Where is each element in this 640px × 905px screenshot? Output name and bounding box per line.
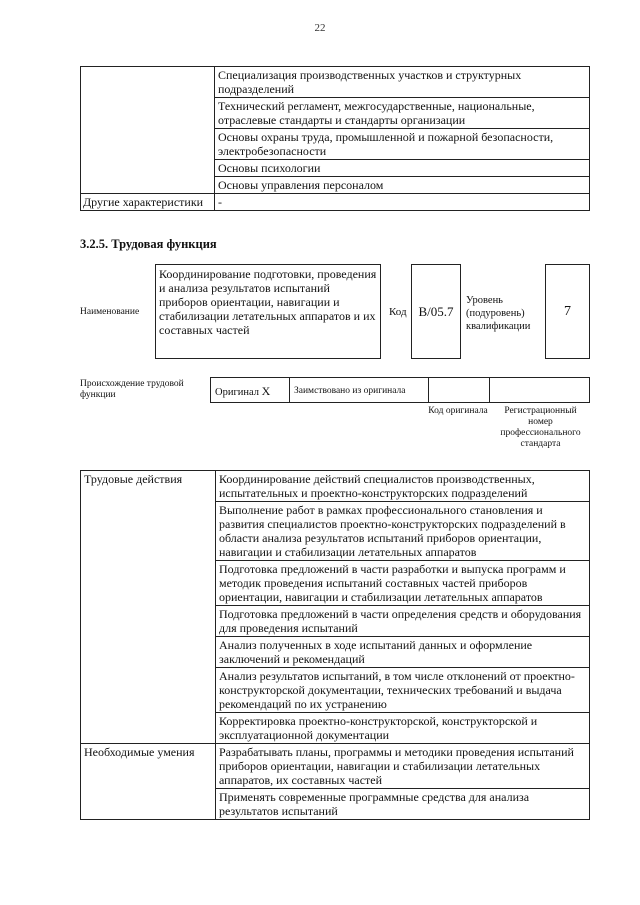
reg-number-cell	[489, 377, 590, 403]
knowledge-table	[80, 66, 590, 211]
knowledge-label-cell	[81, 67, 215, 194]
table-row: Корректировка проектно-конструкторской, конструкторской и эксплуатационной документации	[216, 713, 590, 744]
function-details-table	[80, 470, 590, 820]
table-row: Подготовка предложений в части определения средств и оборудования для проведения испытаний	[216, 606, 590, 637]
level-label: Уровень (подуровень) квалификации	[466, 295, 531, 332]
table-row: Координирование действий специалистов производственных, испытательных и проектно-конструкторских подразделений	[216, 471, 590, 502]
code-value-box: B/05.7	[411, 264, 461, 359]
table-row: Анализ полученных в ходе испытаний данных и оформление заключений и рекомендаций	[216, 637, 590, 668]
skills-label: Необходимые умения	[81, 744, 216, 820]
table-row: Основы психологии	[215, 160, 590, 177]
code-label: Код	[389, 306, 407, 318]
code-original-caption: Код оригинала	[428, 406, 488, 416]
table-row: Основы управления персоналом	[215, 177, 590, 194]
section-title: 3.2.5. Трудовая функция	[80, 237, 217, 251]
table-row: Анализ результатов испытаний, в том числе отклонений от проектно-конструкторской документации, технических требований и выдача рекомендаций по их устранению	[216, 668, 590, 713]
reg-number-caption: Регистрационный номер профессионального стандарта	[500, 406, 581, 449]
original-mark: X	[261, 384, 271, 398]
other-characteristics-label: Другие характеристики	[81, 194, 215, 211]
page-number: 22	[314, 22, 326, 34]
table-row: Специализация производственных участков и структурных подразделений	[215, 67, 590, 98]
table-row: Разрабатывать планы, программы и методики проведения испытаний приборов ориентации, навигации и стабилизации летательных аппаратов, их составных частей	[216, 744, 590, 789]
name-label: Наименование	[80, 307, 140, 317]
table-row: Применять современные программные средства для анализа результатов испытаний	[216, 789, 590, 820]
table-row: Подготовка предложений в части разработки и выпуска программ и методик проведения испытаний составных частей приборов ориентации, навигации и стабилизации летательных аппаратов	[216, 561, 590, 606]
table-row: Выполнение работ в рамках профессионального становления и развития специалистов проектно-конструкторских подразделений в области анализа результатов испытаний приборов ориентации, навигации и стабилизации летательных аппаратов	[216, 502, 590, 561]
table-row: Основы охраны труда, промышленной и пожарной безопасности, электробезопасности	[215, 129, 590, 160]
origin-label: Происхождение трудовой функции	[80, 379, 184, 400]
level-value-box: 7	[545, 264, 590, 359]
borrowed-cell: Заимствовано из оригинала	[289, 377, 429, 403]
function-name-box: Координирование подготовки, проведения и анализа результатов испытаний приборов ориентации, навигации и стабилизации летательных аппаратов и их составных частей	[155, 264, 381, 359]
table-row: Технический регламент, межгосударственные, национальные, отраслевые стандарты и стандарты организации	[215, 98, 590, 129]
actions-label: Трудовые действия	[81, 471, 216, 744]
original-cell	[210, 377, 290, 403]
other-characteristics-value: -	[215, 194, 590, 211]
original-text: Оригинал	[215, 387, 259, 398]
code-original-cell	[428, 377, 490, 403]
